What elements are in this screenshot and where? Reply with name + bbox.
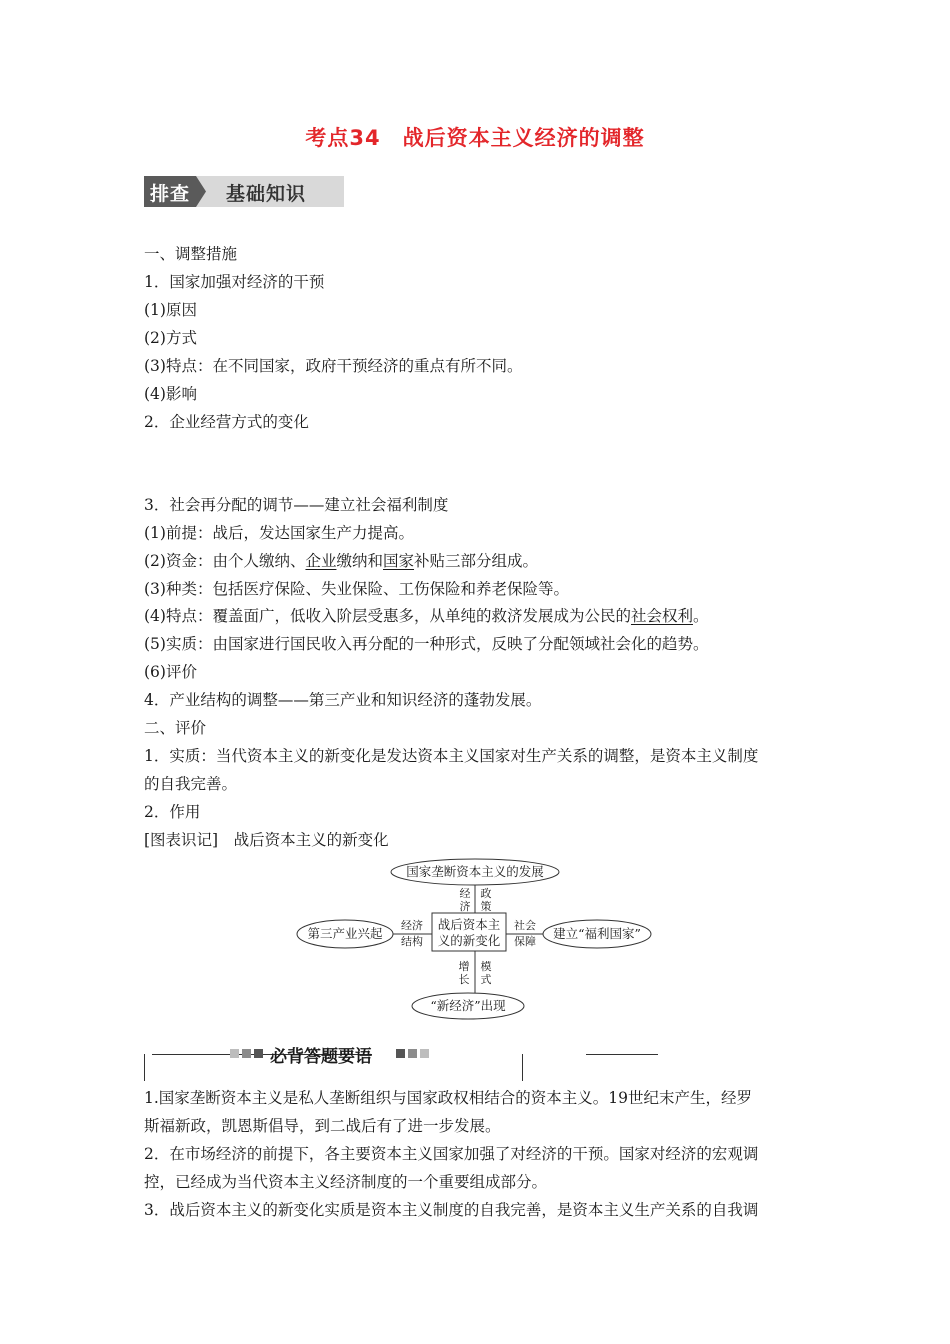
evaluation-1-line1: 1．实质：当代资本主义的新变化是发达资本主义国家对生产关系的调整，是资本主义制度 <box>144 747 759 765</box>
bottom-link-b-2: 式 <box>480 973 492 986</box>
frame-line-right <box>586 1054 658 1055</box>
frame-edge-right <box>522 1054 523 1081</box>
item-1-2: (2)方式 <box>144 329 197 347</box>
top-link-b-2: 策 <box>480 900 492 913</box>
center-label-line1: 战后资本主 <box>437 917 501 932</box>
item-1-3: (3)特点：在不同国家，政府干预经济的重点有所不同。 <box>144 357 523 375</box>
square-icon <box>408 1049 417 1058</box>
underline-social-rights: 社会权利 <box>630 607 693 625</box>
recite-3-line1: 3．战后资本主义的新变化实质是资本主义制度的自我完善，是资本主义生产关系的自我调 <box>144 1201 759 1219</box>
recite-1-line2: 斯福新政，凯恩斯倡导，到二战后有了进一步发展。 <box>144 1117 501 1135</box>
item-1: 1．国家加强对经济的干预 <box>144 273 325 291</box>
banner-tag-label: 排查 <box>150 183 191 205</box>
square-icon <box>254 1049 263 1058</box>
square-icon <box>242 1049 251 1058</box>
left-link-2: 结构 <box>401 935 423 948</box>
banner-title: 基础知识 <box>226 183 307 205</box>
recite-1-line1: 1.国家垄断资本主义是私人垄断组织与国家政权相结合的资本主义。19世纪末产生，经罗 <box>144 1089 753 1107</box>
top-link-a-2: 济 <box>459 900 471 913</box>
concept-diagram <box>290 855 660 1025</box>
node-top-label: 国家垄断资本主义的发展 <box>406 864 544 879</box>
item-3-3: (3)种类：包括医疗保险、失业保险、工伤保险和养老保险等。 <box>144 580 569 598</box>
section-heading-2: 二、评价 <box>144 719 207 737</box>
item-4: 4．产业结构的调整——第三产业和知识经济的蓬勃发展。 <box>144 691 542 709</box>
title-text: 战后资本主义经济的调整 <box>402 126 645 150</box>
node-bottom-label: “新经济”出现 <box>430 998 506 1013</box>
item-3-2-a: (2)资金：由个人缴纳、 <box>144 552 306 570</box>
section-heading-1: 一、调整措施 <box>144 245 238 263</box>
item-3-4-b: 。 <box>692 607 709 625</box>
item-3-4 <box>144 604 709 626</box>
page-title <box>0 122 950 152</box>
bottom-link-b-1: 模 <box>480 960 492 973</box>
must-recite-header <box>144 1043 524 1083</box>
item-3-4-a: (4)特点：覆盖面广，低收入阶层受惠多，从单纯的救济发展成为公民的 <box>144 607 631 625</box>
item-3-2 <box>144 549 538 571</box>
evaluation-2: 2．作用 <box>144 803 201 821</box>
item-3-5: (5)实质：由国家进行国民收入再分配的一种形式，反映了分配领域社会化的趋势。 <box>144 635 709 653</box>
top-link-a-1: 经 <box>459 887 471 900</box>
item-3: 3．社会再分配的调节——建立社会福利制度 <box>144 496 449 514</box>
underline-enterprise: 企业 <box>305 552 337 570</box>
item-3-1: (1)前提：战后，发达国家生产力提高。 <box>144 524 414 542</box>
recite-2-line2: 控，已经成为当代资本主义经济制度的一个重要组成部分。 <box>144 1173 548 1191</box>
node-right-label: 建立“福利国家” <box>553 926 641 941</box>
bottom-link-a-1: 增 <box>458 960 470 973</box>
node-left-label: 第三产业兴起 <box>307 926 383 941</box>
top-link-b-1: 政 <box>480 887 492 900</box>
item-3-6: (6)评价 <box>144 663 197 681</box>
square-icon <box>396 1049 405 1058</box>
recite-2-line1: 2．在市场经济的前提下，各主要资本主义国家加强了对经济的干预。国家对经济的宏观调 <box>144 1145 759 1163</box>
right-link-2: 保障 <box>514 935 536 948</box>
underline-state: 国家 <box>383 552 415 570</box>
center-label-line2: 义的新变化 <box>437 933 501 948</box>
item-3-2-b: 缴纳和 <box>336 552 383 570</box>
must-recite-label: 必背答题要语 <box>270 1047 372 1067</box>
frame-edge-left <box>144 1054 145 1081</box>
square-icon <box>420 1049 429 1058</box>
item-3-2-c: 补贴三部分组成。 <box>414 552 539 570</box>
title-label: 考点34 <box>305 126 381 150</box>
item-2: 2．企业经营方式的变化 <box>144 413 309 431</box>
item-1-4: (4)影响 <box>144 385 197 403</box>
bottom-link-a-2: 长 <box>458 973 470 986</box>
evaluation-1-line2: 的自我完善。 <box>144 775 238 793</box>
section-banner <box>144 176 344 207</box>
chart-caption: [图表识记] 战后资本主义的新变化 <box>144 831 389 849</box>
right-link-1: 社会 <box>514 919 536 932</box>
square-icon <box>230 1049 239 1058</box>
item-1-1: (1)原因 <box>144 301 197 319</box>
left-link-1: 经济 <box>401 919 423 932</box>
